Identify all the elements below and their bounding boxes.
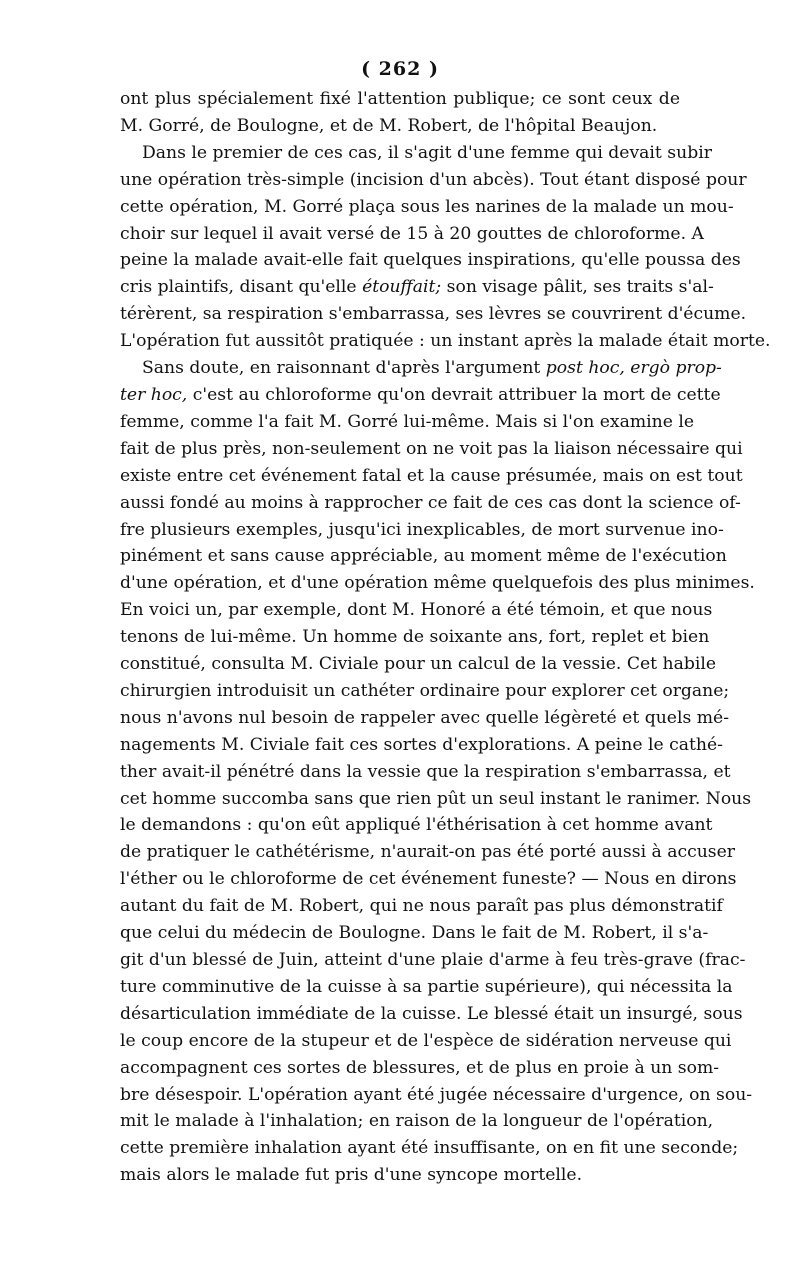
text-segment: En voici un, par exemple, dont M. Honoré a été témoin, et que nous	[120, 600, 713, 621]
text-segment: le coup encore de la stupeur et de l'espèce de sidération nerveuse qui	[120, 1030, 732, 1051]
italic-segment: ter hoc,	[120, 384, 188, 405]
text-line	[120, 786, 752, 813]
text-segment: femme, comme l'a fait M. Gorré lui-même. Mais si l'on examine le	[120, 411, 695, 432]
text-segment: cet homme succomba sans que rien pût un seul instant le ranimer. Nous	[120, 788, 752, 809]
text-line	[120, 113, 680, 140]
text-segment: git d'un blessé de Juin, atteint d'une plaie d'arme à feu très-grave (frac-	[120, 950, 746, 970]
text-segment: constitué, consulta M. Civiale pour un calcul de la vessie. Cet habile	[120, 654, 717, 675]
text-segment: nous n'avons nul besoin de rappeler avec quelle légèreté et quels mé-	[120, 707, 730, 728]
text-segment: c'est au chloroforme qu'on devrait attribuer la mort de cette	[187, 384, 721, 405]
text-segment: cette première inhalation ayant été insuffisante, on en fit une seconde;	[120, 1138, 739, 1159]
text-line	[120, 974, 733, 1001]
text-segment: mais alors le malade fut pris d'une syncope mortelle.	[120, 1165, 583, 1186]
text-line	[120, 839, 736, 866]
text-segment: Sans doute, en raisonnant d'après l'argument	[142, 358, 546, 379]
text-line	[120, 759, 731, 786]
italic-segment: étouffait;	[362, 277, 442, 298]
text-line	[120, 247, 741, 274]
text-segment: fait de plus près, non-seulement on ne voit pas la liaison nécessaire qui	[120, 438, 743, 459]
text-segment: L'opération fut aussitôt pratiquée : un instant après la malade était morte.	[120, 331, 771, 352]
text-line	[120, 1001, 743, 1028]
text-line	[120, 167, 747, 194]
text-line	[120, 517, 724, 544]
text-line	[120, 732, 723, 759]
text-line	[120, 893, 723, 920]
text-line	[120, 920, 709, 947]
text-segment: aussi fondé au moins à rapprocher ce fait de ces cas dont la science of-	[120, 492, 741, 513]
text-line	[120, 1028, 732, 1055]
text-segment: fre plusieurs exemples, jusqu'ici inexplicables, de mort survenue ino-	[120, 519, 724, 540]
text-segment: mit le malade à l'inhalation; en raison de la longueur de l'opération,	[120, 1111, 714, 1132]
text-segment: d'une opération, et d'une opération même quelquefois des plus minimes.	[120, 573, 755, 594]
text-line	[120, 355, 722, 382]
text-line	[120, 947, 746, 974]
text-line	[120, 1082, 753, 1109]
text-segment: ture comminutive de la cuisse à sa partie supérieure), qui nécessita la	[120, 976, 733, 997]
text-line	[120, 1055, 720, 1082]
text-segment: une opération très-simple (incision d'un abcès). Tout étant disposé pour	[120, 169, 747, 190]
text-segment: nagements M. Civiale fait ces sortes d'explorations. A peine le cathé-	[120, 734, 723, 755]
text-segment: Dans le premier de ces cas, il s'agit d'une femme qui devait subir	[142, 142, 712, 163]
text-line	[120, 866, 737, 893]
text-segment: choir sur lequel il avait versé de 15 à 20 gouttes de chloroforme. A	[120, 223, 704, 244]
text-segment: son visage pâlit, ses traits s'al-	[441, 277, 714, 298]
text-segment: existe entre cet événement fatal et la cause présumée, mais on est tout	[120, 465, 743, 486]
text-line	[120, 705, 730, 732]
page-number: ( 262 )	[361, 58, 439, 80]
text-segment: ther avait-il pénétré dans la vessie que la respiration s'embarrassa, et	[120, 761, 731, 782]
text-segment: chirurgien introduisit un cathéter ordinaire pour explorer cet organe;	[120, 680, 730, 701]
text-line	[120, 274, 714, 301]
text-segment: ont plus spécialement fixé l'attention publique; ce sont ceux de	[120, 89, 680, 109]
text-line	[120, 140, 712, 167]
text-line	[120, 678, 730, 705]
text-line	[120, 409, 695, 436]
text-segment: cette opération, M. Gorré plaça sous les narines de la malade un mou-	[120, 196, 734, 217]
text-line	[120, 328, 771, 355]
text-line	[120, 1135, 739, 1162]
text-line	[120, 812, 713, 839]
text-line	[120, 463, 743, 490]
text-line	[120, 221, 704, 248]
text-segment: térèrent, sa respiration s'embarrassa, ses lèvres se couvrirent d'écume.	[120, 304, 747, 325]
text-line	[120, 194, 734, 221]
text-segment: M. Gorré, de Boulogne, et de M. Robert, de l'hôpital Beaujon.	[120, 115, 658, 136]
document-page	[120, 58, 771, 1189]
text-line	[120, 1108, 714, 1135]
text-segment: désarticulation immédiate de la cuisse. Le blessé était un insurgé, sous	[120, 1003, 743, 1024]
text-line	[120, 1162, 680, 1189]
text-line	[120, 543, 727, 570]
text-segment: pinément et sans cause appréciable, au moment même de l'exécution	[120, 546, 727, 567]
text-line	[120, 624, 710, 651]
text-line	[120, 436, 743, 463]
text-segment: le demandons : qu'on eût appliqué l'éthérisation à cet homme avant	[120, 815, 713, 836]
text-segment: cris plaintifs, disant qu'elle	[120, 277, 363, 298]
text-segment: peine la malade avait-elle fait quelques inspirations, qu'elle poussa des	[120, 250, 741, 271]
text-segment: accompagnent ces sortes de blessures, et de plus en proie à un som-	[120, 1057, 720, 1078]
text-segment: autant du fait de M. Robert, qui ne nous paraît pas plus démonstratif	[120, 896, 723, 917]
text-segment: l'éther ou le chloroforme de cet événement funeste? — Nous en dirons	[120, 869, 737, 890]
text-segment: tenons de lui-même. Un homme de soixante ans, fort, replet et bien	[120, 627, 710, 648]
text-segment: de pratiquer le cathétérisme, n'aurait-on pas été porté aussi à accuser	[120, 842, 736, 863]
text-segment: bre désespoir. L'opération ayant été jugée nécessaire d'urgence, on sou-	[120, 1084, 753, 1105]
text-line	[120, 490, 741, 517]
text-line	[120, 86, 680, 113]
text-line	[120, 301, 747, 328]
text-segment: que celui du médecin de Boulogne. Dans le fait de M. Robert, il s'a-	[120, 923, 709, 944]
text-line	[120, 597, 713, 624]
text-line	[120, 651, 717, 678]
text-line	[120, 382, 721, 409]
text-body	[120, 86, 771, 1189]
italic-segment: post hoc, ergò prop-	[545, 358, 722, 379]
text-line	[120, 570, 755, 597]
